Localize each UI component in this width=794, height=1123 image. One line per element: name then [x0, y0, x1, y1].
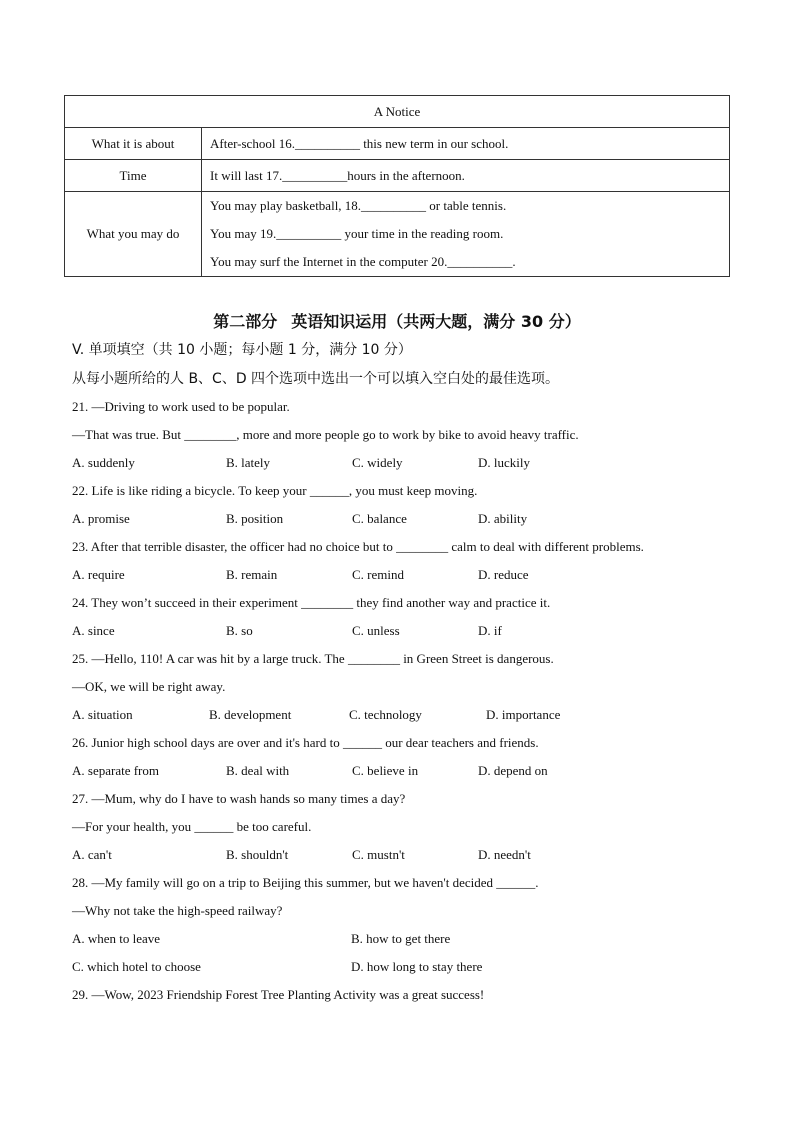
option-c: C. mustn't — [352, 847, 405, 862]
option-d: D. how long to stay there — [351, 959, 483, 974]
section-instruction: 从每小题所给的人 B、C、D 四个选项中选出一个可以填入空白处的最佳选项。 — [72, 371, 560, 387]
option-b: B. so — [226, 623, 253, 638]
option-c: C. unless — [352, 623, 400, 638]
question-21-stem: 21. —Driving to work used to be popular. — [72, 399, 290, 414]
question-23-stem: 23. After that terrible disaster, the officer had no choice but to ________ calm to deal with different problems. — [72, 539, 644, 554]
row-label: What you may do — [65, 192, 202, 277]
option-b: B. lately — [226, 455, 271, 470]
question-29-stem: 29. —Wow, 2023 Friendship Forest Tree Planting Activity was a great success! — [72, 987, 485, 1002]
option-a: A. suddenly — [72, 455, 135, 470]
option-b: B. development — [209, 707, 292, 722]
option-a: A. situation — [72, 707, 133, 722]
question-28-stem: 28. —My family will go on a trip to Beijing this summer, but we haven't decided ______. — [72, 875, 539, 890]
option-d: D. if — [478, 623, 502, 638]
content-line: After-school 16.__________ this new term in our school. — [210, 135, 509, 151]
question-26-stem: 26. Junior high school days are over and it's hard to ______ our dear teachers and friends. — [72, 735, 539, 750]
option-a: A. since — [72, 623, 115, 638]
option-b: B. remain — [226, 567, 278, 582]
option-b: B. how to get there — [351, 931, 451, 946]
option-c: C. technology — [349, 707, 422, 722]
option-d: D. depend on — [478, 763, 548, 778]
content-line: You may surf the Internet in the computer 20.__________. — [210, 254, 516, 269]
option-d: D. importance — [486, 707, 561, 722]
row-label: What it is about — [65, 128, 202, 160]
part-label: 第二部分 — [213, 312, 278, 331]
section-v-title: V. 单项填空（共 10 小题；每小题 1 分，满分 10 分） — [72, 342, 412, 358]
option-d: D. reduce — [478, 567, 529, 582]
question-27-reply: —For your health, you ______ be too careful. — [72, 819, 312, 834]
table-row — [65, 192, 730, 277]
question-25-stem: 25. —Hello, 110! A car was hit by a large truck. The ________ in Green Street is dangerous. — [72, 651, 554, 666]
question-21-reply: —That was true. But ________, more and more people go to work by bike to avoid heavy traffic. — [72, 427, 579, 442]
question-27-stem: 27. —Mum, why do I have to wash hands so many times a day? — [72, 791, 406, 806]
option-c: C. widely — [352, 455, 403, 470]
option-b: B. shouldn't — [226, 847, 289, 862]
question-28-reply: —Why not take the high-speed railway? — [72, 903, 283, 918]
question-25-reply: —OK, we will be right away. — [72, 679, 226, 694]
option-d: D. ability — [478, 511, 528, 526]
option-a: A. require — [72, 567, 125, 582]
part-title: 英语知识运用（共两大题，满分 30 分） — [291, 312, 581, 331]
question-22-stem: 22. Life is like riding a bicycle. To keep your ______, you must keep moving. — [72, 483, 478, 498]
option-c: C. remind — [352, 567, 404, 582]
row-content — [202, 128, 730, 160]
option-c: C. balance — [352, 511, 407, 526]
option-b: B. position — [226, 511, 284, 526]
content-line: You may 19.__________ your time in the reading room. — [210, 226, 504, 241]
option-a: A. separate from — [72, 763, 159, 778]
question-24-stem: 24. They won’t succeed in their experiment ________ they find another way and practice it. — [72, 595, 551, 610]
notice-table — [64, 95, 730, 277]
option-d: D. luckily — [478, 455, 530, 470]
table-row — [65, 160, 730, 192]
part-two-heading — [0, 310, 794, 334]
option-a: A. promise — [72, 511, 130, 526]
option-d: D. needn't — [478, 847, 531, 862]
row-content — [202, 160, 730, 192]
option-a: A. can't — [72, 847, 112, 862]
row-content — [202, 192, 730, 277]
content-line: You may play basketball, 18.__________ or table tennis. — [210, 198, 507, 213]
option-a: A. when to leave — [72, 931, 161, 946]
content-line: It will last 17.__________hours in the afternoon. — [210, 167, 465, 183]
table-row — [65, 128, 730, 160]
notice-caption: A Notice — [65, 96, 730, 128]
option-c: C. which hotel to choose — [72, 959, 201, 974]
row-label: Time — [65, 160, 202, 192]
option-c: C. believe in — [352, 763, 419, 778]
option-b: B. deal with — [226, 763, 290, 778]
